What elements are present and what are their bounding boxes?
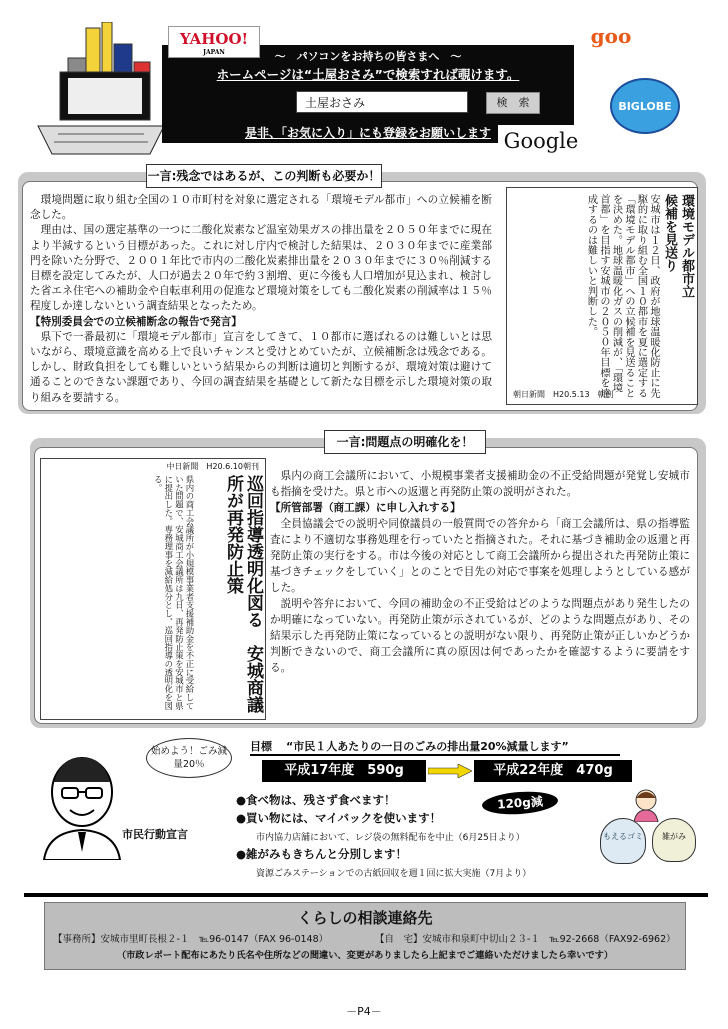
section1-subheading: 【特別委員会での立候補断念の報告で発言】 <box>30 315 242 328</box>
action-note: 資源ごみステーションでの古紙回収を週１回に拡大実施（7月より） <box>256 869 532 879</box>
biglobe-logo: BIGLOBE <box>610 78 680 134</box>
contact-box <box>44 902 686 970</box>
section2-title: 一言:問題点の明確化を！ <box>324 430 486 454</box>
search-button[interactable]: 検 索 <box>486 92 540 114</box>
burnable-garbage-bag: もえるゴミ <box>600 818 646 864</box>
clipping-headline: 巡回指導透明化図る 安城商議所が再発防止策 <box>223 475 263 713</box>
speech-bubble: 始めよう！ごみ減量20％ <box>146 738 232 778</box>
section2-paragraph: 県内の商工会議所において、小規模事業者支援補助金の不正受給問題が発覚し安城市も指摘を受けた。県と市への返還と再発防止策の説明がされた。 <box>270 470 690 498</box>
yahoo-logo: YAHOO! JAPAN <box>168 26 260 58</box>
section1-paragraph: 理由は、国の選定基準の一つに二酸化炭素など温室効果ガスの排出量を２０５０年までに現在より半減するという目標があった。これに対し庁内で検討した結果は、２０３０年までに産業部門を除いた分野で、２００１年比で市内の二酸化炭素排出量を２０３０年までに３０％削減する目標を設定してみたが、人口が過去２０年で約３割増、更に今後も人口増加が見込まれ、検討した省エネ住宅への補助金や自転車利用の促進など環境対策をしても二酸化炭素の削減率は１５％程度しか達しないという調査結果となったため。 <box>30 224 492 313</box>
clipping-body: 県内の商工会議所が小規模事業者支援補助金を不正に受給していた問題で、安城商工会議所は九日、再発防止策を安城市と県に提出した。専務理事を減給処分とし、巡回指導の透明化を図る。 <box>153 475 195 710</box>
fy2005-amount: 平成17年度 590g <box>262 760 426 782</box>
section2-paragraph: 説明や答弁において、今回の補助金の不正受給はどのような問題点があり発生したのか明確になっていない。再発防止策が示されているが、どのような問題点があり、その結果示した再発防止策になっているとの説明がない限り、再発防止策が正しいかどうか判断できないので、商工会議所に真の原因は何であったかを確認するように要請をする。 <box>270 598 690 674</box>
fy2010-target: 平成22年度 470g <box>474 760 632 782</box>
contact-note: （市政レポート配布にあたり氏名や住所などの間違い、変更がありましたら上記までご連絡いただけましたら幸いです） <box>116 950 614 961</box>
arrow-right-icon <box>428 764 472 778</box>
section2-paragraph: 全員協議会での説明や同僚議員の一般質問での答弁から「商工会議所は、県の指導監査により不適切な事務処理を行っていたと指摘された。それに基づき補助金の返還と再発防止策の実行をする。市は今後の対応として商工会議所から提出された再発防止策に基づきチェックをしていく」とのことで目先の対応で事案を処理しようとしている感がした。 <box>270 518 690 594</box>
goo-logo: goo <box>590 24 632 48</box>
mixed-paper-bag: 雑がみ <box>652 818 696 862</box>
section1-title: 一言:残念ではあるが、この判断も必要か！ <box>146 164 382 188</box>
google-logo: Google <box>498 125 584 157</box>
reduction-badge: 120g減 <box>481 789 558 816</box>
section2-newspaper-clipping <box>40 458 266 720</box>
clipping-headline: 環境モデル都市立候補を見送り <box>662 194 694 298</box>
section2-subheading: 【所管部署（商工課）に申し入れする】 <box>270 502 461 514</box>
councillor-portrait-illustration <box>38 752 126 860</box>
action-note: 市内協力店舗において、レジ袋の無料配布を中止（6月25日より） <box>256 833 525 843</box>
section1-article <box>30 193 492 407</box>
declaration-label: 市民行動宣言 <box>122 828 188 841</box>
goal-text: “市民１人あたりの一日のごみの排出量20%減量します” <box>286 740 569 753</box>
section1-paragraph: 県下で一番最初に「環境モデル都市」宣言をしてきて、１０都市に選ばれるのは難しいとは思いながら、環境意識を高める上で良いチャンスと受けとめていたが、立候補断念は残念である。しかし、財政負担をしても難しいという結果からの判断は適切と判断するが、環境対策は避けて通ることのできない課題であり、今回の調査結果を基礎として新たな目標を示した環境対策の取り組みを要請する。 <box>30 330 492 404</box>
girl-illustration <box>628 786 664 822</box>
contact-title: くらしの相談連絡先 <box>297 909 433 927</box>
search-input[interactable]: 土屋おさみ <box>296 91 468 113</box>
footer-rule <box>24 893 708 897</box>
section1-newspaper-clipping <box>506 187 698 405</box>
section1-paragraph: 環境問題に取り組む全国の１０市町村を対象に選定される「環境モデル都市」への立候補を断念した。 <box>30 194 492 222</box>
goal-statement <box>250 738 620 756</box>
banner-search-instruction: ホームページは“土屋おさみ”で検索すれば覗けます。 <box>216 67 520 82</box>
goal-label: 目標 <box>250 740 272 753</box>
banner-bookmark-request: 是非、「お気に入り」にも登録をお願いします <box>244 126 491 140</box>
action-item: ●食べ物は、残さず食べます！ <box>236 793 396 807</box>
clipping-source: 中日新聞 H20.6.10朝刊 <box>166 462 259 471</box>
office-contact: 【事務所】安城市里町長根２-１ ℡96-0147（FAX 96-0148） <box>53 934 329 945</box>
section2-article <box>270 468 690 718</box>
page-number: －P4－ <box>346 1005 382 1018</box>
clipping-body: 安城市は１２日、政府が地球温暖化防止に先駆的に取り組む全国１０都市を夏に選定する「環境モデル都市」への立候補を見送ることを決めた。地球温暖化ガスの削減が、「環境首都」を目指す安城市の２０５０年目標を達成するのは難しいと判断した。 <box>585 194 659 398</box>
home-contact: 【自 宅】安城市和泉町中切山２３-１ ℡92-2668（FAX92-6962） <box>375 934 676 945</box>
clipping-source: 朝日新聞 H20.5.13 朝刊 <box>513 390 614 399</box>
banner-greeting: ～ パソコンをお持ちの皆さまへ ～ <box>274 50 462 63</box>
action-item: ●雑がみもきちんと分別します！ <box>236 847 408 861</box>
action-item: ●買い物には、マイバックを使います！ <box>236 811 442 825</box>
